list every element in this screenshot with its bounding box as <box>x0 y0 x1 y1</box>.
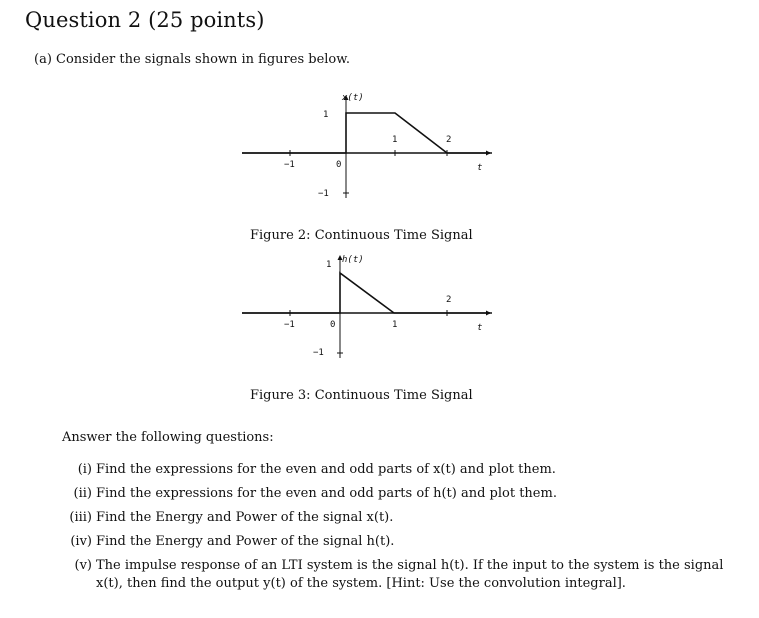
figure-2-tick-label-neg1-x: −1 <box>284 160 295 170</box>
question-item-ii <box>62 482 732 506</box>
question-text: The impulse response of an LTI system is the signal h(t). If the input to the system is the signal x(t), then find the output y(t) of the system. [Hint: Use the convolution integral]. <box>96 558 724 591</box>
question-number: (iv) <box>70 534 92 549</box>
question-text: Find the expressions for the even and odd parts of x(t) and plot them. <box>96 462 556 477</box>
question-item-iv <box>62 530 732 554</box>
figure-2-tick-label-zero: 0 <box>336 160 342 170</box>
figure-2-tick-label-1-y: 1 <box>323 110 329 120</box>
question-list <box>62 458 732 593</box>
question-number: (v) <box>74 558 92 573</box>
figure-3-tick-label-1-y: 1 <box>326 260 332 270</box>
question-number: (ii) <box>73 486 92 501</box>
question-item-v <box>62 554 732 593</box>
figure-2-tick-label-2-x: 2 <box>446 135 452 145</box>
figure-3-svg <box>242 252 502 364</box>
figure-3-tick-label-neg1-y: −1 <box>313 348 324 358</box>
figure-3-tick-label-1-x: 1 <box>392 320 398 330</box>
question-number: (i) <box>77 462 92 477</box>
figure-3-plot <box>242 252 502 387</box>
figure-3-caption: Figure 3: Continuous Time Signal <box>250 388 473 403</box>
figure-3-signal-label: h(t) <box>342 255 364 265</box>
question-text: Find the expressions for the even and odd parts of h(t) and plot them. <box>96 486 557 501</box>
figure-2-plot <box>242 92 502 227</box>
part-a-text: (a) Consider the signals shown in figures below. <box>34 52 350 67</box>
answers-intro: Answer the following questions: <box>62 430 274 445</box>
figure-3-tick-label-neg1-x: −1 <box>284 320 295 330</box>
question-number: (iii) <box>69 510 92 525</box>
figure-2-tick-label-neg1-y: −1 <box>318 189 329 199</box>
figure-2-svg <box>242 92 502 204</box>
figure-2-axis-label-t: t <box>477 163 483 173</box>
question-item-i <box>62 458 732 482</box>
figure-2-tick-label-1-x: 1 <box>392 135 398 145</box>
figure-2-signal-x <box>242 113 492 153</box>
figure-2-caption: Figure 2: Continuous Time Signal <box>250 228 473 243</box>
figure-3-tick-label-zero: 0 <box>330 320 336 330</box>
figure-3-signal-h <box>242 273 492 313</box>
question-item-iii <box>62 506 732 530</box>
figure-2-signal-label: x(t) <box>342 93 364 103</box>
figure-3-tick-label-2-x: 2 <box>446 295 452 305</box>
figure-3-axis-label-t: t <box>477 323 483 333</box>
question-text: Find the Energy and Power of the signal h(t). <box>96 534 395 549</box>
question-text: Find the Energy and Power of the signal x(t). <box>96 510 394 525</box>
question-title: Question 2 (25 points) <box>25 8 265 32</box>
